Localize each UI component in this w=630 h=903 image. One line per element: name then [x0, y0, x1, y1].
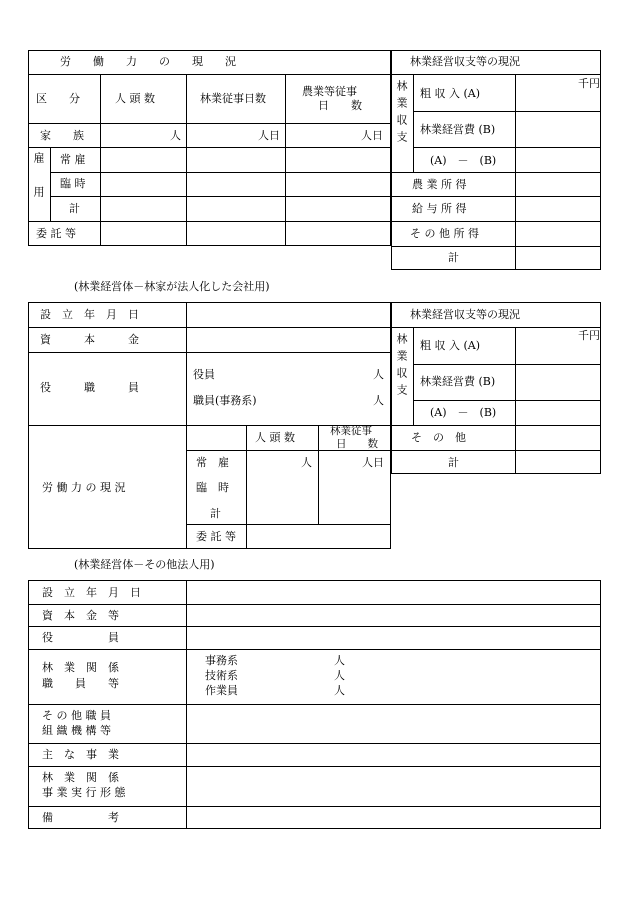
staff-line: 職員(事務系) [193, 394, 257, 407]
clerical: 事務系 [205, 654, 238, 667]
officers: 役 職 員 [40, 381, 139, 394]
farm-income: 農 業 所 得 [412, 178, 467, 191]
col-headcount: 人 頭 数 [255, 431, 295, 444]
unit-persondays: 人日 [362, 456, 384, 469]
established: 設 立 年 月 日 [42, 586, 141, 599]
col-forestry-days-line1: 林業従事 [330, 425, 372, 437]
finance-group: 林業収支 [395, 333, 408, 401]
row-total: 計 [69, 202, 80, 215]
forestry-business-line1: 林 業 関 係 [42, 771, 119, 784]
row-family: 家 族 [40, 129, 84, 142]
technical: 技術系 [205, 669, 238, 682]
forestry-staff-line1: 林 業 関 係 [42, 661, 119, 674]
unit-persons: 人 [334, 684, 345, 697]
finance-group: 林業収支 [395, 80, 408, 148]
col-forestry-days: 林業従事日数 [200, 92, 266, 105]
col-category: 区 分 [36, 92, 80, 105]
forestry-staff-line2: 職 員 等 [42, 677, 119, 690]
row-contract: 委 託 等 [36, 227, 76, 240]
finance-total: 計 [448, 456, 459, 469]
gross-income: 粗 収 入 (A) [420, 339, 481, 352]
col-headcount: 人 頭 数 [115, 92, 155, 105]
mgmt-cost: 林業経営費 (B) [420, 123, 496, 136]
row-employed-group: 雇 用 [32, 152, 45, 203]
labor-title: 労 働 力 の 現 況 [60, 55, 236, 68]
finance-title: 林業経営収支等の現況 [410, 308, 520, 321]
mgmt-cost: 林業経営費 (B) [420, 375, 496, 388]
unit-thousand-yen: 千円 [578, 77, 600, 90]
gross-income: 粗 収 入 (A) [420, 87, 481, 100]
unit-persons: 人 [301, 456, 312, 469]
salary-income: 給 与 所 得 [412, 202, 467, 215]
finance-total: 計 [448, 251, 459, 264]
col-forestry-days-line2: 日 数 [336, 438, 378, 450]
row-regular: 常 雇 [196, 456, 229, 469]
officers-line: 役員 [193, 368, 215, 381]
capital: 資 本 金 等 [42, 609, 119, 622]
capital: 資 本 金 [40, 333, 139, 346]
other-income: そ の 他 所 得 [410, 227, 479, 240]
unit-persondays: 人日 [258, 129, 280, 142]
labor-status: 労 働 力 の 現 況 [42, 481, 126, 494]
other-staff-line2: 組 織 機 構 等 [42, 724, 111, 737]
other: そ の 他 [411, 431, 466, 444]
established: 設 立 年 月 日 [40, 308, 139, 321]
unit-persons: 人 [334, 654, 345, 667]
a-minus-b: (A) － (B) [430, 154, 497, 167]
unit-thousand-yen: 千円 [578, 329, 600, 342]
row-contract: 委 託 等 [196, 530, 236, 543]
unit-persons: 人 [373, 368, 384, 381]
officers: 役 員 [42, 631, 119, 644]
other-staff-line1: そ の 他 職 員 [42, 709, 111, 722]
row-temporary: 臨 時 [60, 177, 86, 190]
form2-caption: (林業経営体－林家が法人化した会社用) [74, 280, 270, 293]
col-farm-days-line2: 日 数 [318, 99, 362, 112]
forestry-business-line2: 事 業 実 行 形 態 [42, 786, 126, 799]
row-regular: 常 雇 [60, 153, 86, 166]
main-business: 主 な 事 業 [42, 748, 119, 761]
a-minus-b: (A) － (B) [430, 406, 497, 419]
workers: 作業員 [205, 684, 238, 697]
row-temporary: 臨 時 [196, 481, 229, 494]
form3-caption: (林業経営体－その他法人用) [74, 558, 215, 571]
unit-persons: 人 [334, 669, 345, 682]
finance-title: 林業経営収支等の現況 [410, 55, 520, 68]
row-total: 計 [210, 507, 221, 520]
unit-persondays: 人日 [361, 129, 383, 142]
remarks: 備 考 [42, 811, 119, 824]
unit-persons: 人 [170, 129, 181, 142]
unit-persons: 人 [373, 394, 384, 407]
col-farm-days-line1: 農業等従事 [302, 85, 357, 98]
